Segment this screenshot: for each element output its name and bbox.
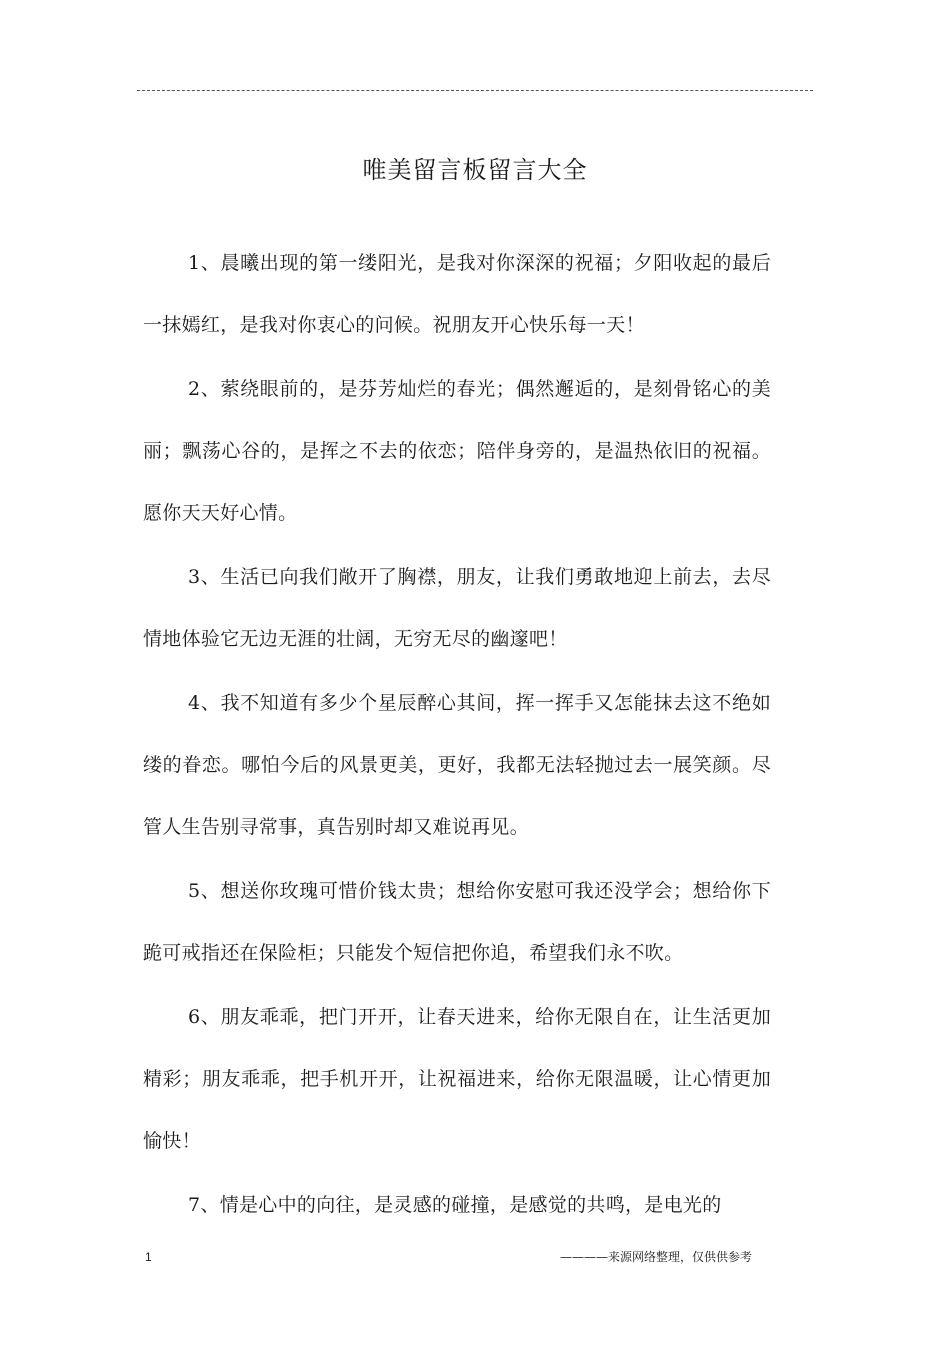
paragraph-1: 1、晨曦出现的第一缕阳光，是我对你深深的祝福；夕阳收起的最后一抹嫣红，是我对你衷心的问候。祝朋友开心快乐每一天！ — [143, 252, 771, 336]
page-title: 唯美留言板留言大全 — [362, 156, 588, 184]
paragraph-4: 4、我不知道有多少个星辰醉心其间，挥一挥手又怎能抹去这不绝如缕的眷恋。哪怕今后的风景更美，更好，我都无法轻抛过去一展笑颜。尽管人生告别寻常事，真告别时却又难说再见。 — [143, 692, 771, 838]
paragraph-5: 5、想送你玫瑰可惜价钱太贵；想给你安慰可我还没学会；想给你下跪可戒指还在保险柜；只能发个短信把你追，希望我们永不吹。 — [143, 880, 771, 964]
paragraph-2: 2、萦绕眼前的，是芬芳灿烂的春光；偶然邂逅的，是刻骨铭心的美丽；飘荡心谷的，是挥之不去的依恋；陪伴身旁的，是温热依旧的祝福。愿你天天好心情。 — [143, 378, 771, 524]
paragraph-7: 7、情是心中的向往，是灵感的碰撞，是感觉的共鸣，是电光的 — [188, 1194, 722, 1216]
source-note: ————来源网络整理，仅供供参考 — [559, 1250, 752, 1264]
page-number: 1 — [145, 1250, 152, 1264]
header-divider — [137, 90, 813, 91]
paragraph-3: 3、生活已向我们敞开了胸襟，朋友，让我们勇敢地迎上前去，去尽情地体验它无边无涯的壮阔，无穷无尽的幽邃吧！ — [143, 566, 771, 650]
paragraph-6: 6、朋友乖乖，把门开开，让春天进来，给你无限自在，让生活更加精彩；朋友乖乖，把手机开开，让祝福进来，给你无限温暖，让心情更加愉快！ — [143, 1006, 771, 1152]
document-body — [143, 232, 771, 1238]
